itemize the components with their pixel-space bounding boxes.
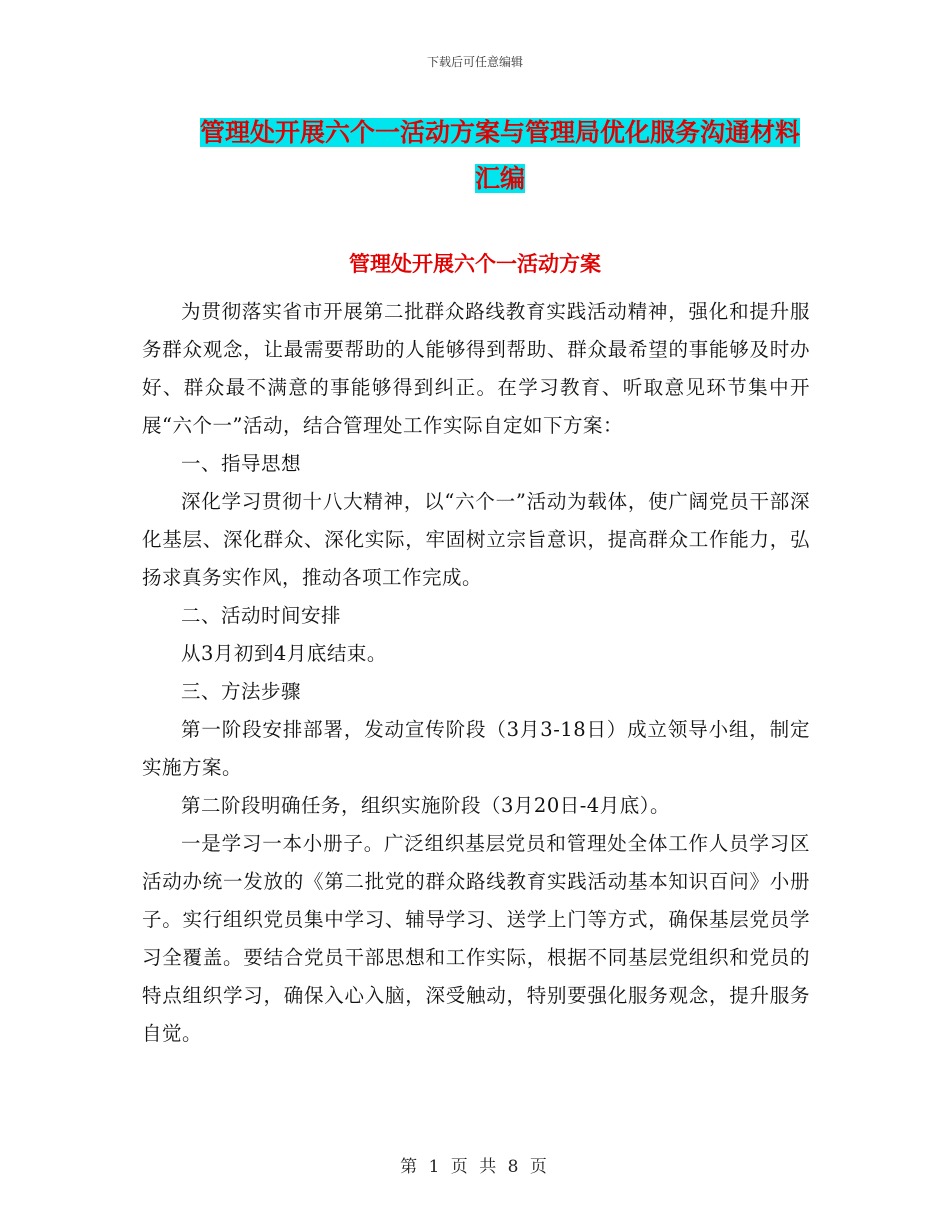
paragraph-stage-one: 第一阶段安排部署，发动宣传阶段（3月3-18日）成立领导小组，制定实施方案。 (142, 718, 810, 779)
section-title: 管理处开展六个一活动方案 (349, 252, 601, 276)
paragraph-guiding-thought: 深化学习贯彻十八大精神，以“六个一”活动为载体，使广阔党员干部深化基层、深化群众、深化实际，牢固树立宗旨意识，提高群众工作能力，弘扬求真务实作风，推动各项工作完成。 (142, 490, 810, 589)
document-title (190, 110, 810, 202)
document-title-text: 管理处开展六个一活动方案与管理局优化服务沟通材料汇编 (199, 118, 800, 193)
paragraph-intro: 为贯彻落实省市开展第二批群众路线教育实践活动精神，强化和提升服务群众观念，让最需要帮助的人能够得到帮助、群众最希望的事能够及时办好、群众最不满意的事能够得到纠正。在学习教育、听取意见环节集中开展“六个一”活动，结合管理处工作实际自定如下方案： (142, 300, 810, 437)
paragraph-schedule: 从3月初到4月底结束。 (181, 642, 387, 665)
paragraph-stage-two: 第二阶段明确任务，组织实施阶段（3月20日-4月底）。 (181, 794, 670, 817)
header-note: 下载后可任意编辑 (426, 55, 523, 69)
document-body (142, 293, 810, 1053)
heading-guiding-thought: 一、指导思想 (181, 452, 302, 475)
heading-schedule: 二、活动时间安排 (181, 604, 342, 627)
paragraph-study-booklet: 一是学习一本小册子。广泛组织基层党员和管理处全体工作人员学习区活动办统一发放的《第二批党的群众路线教育实践活动基本知识百问》小册子。实行组织党员集中学习、辅导学习、送学上门等方式，确保基层党员学习全覆盖。要结合党员干部思想和工作实际，根据不同基层党组织和党员的特点组织学习，确保入心入脑，深受触动，特别要强化服务观念，提升服务自觉。 (142, 832, 810, 1045)
heading-method-steps: 三、方法步骤 (181, 680, 302, 703)
page-number: 第 1 页 共 8 页 (400, 1157, 550, 1177)
